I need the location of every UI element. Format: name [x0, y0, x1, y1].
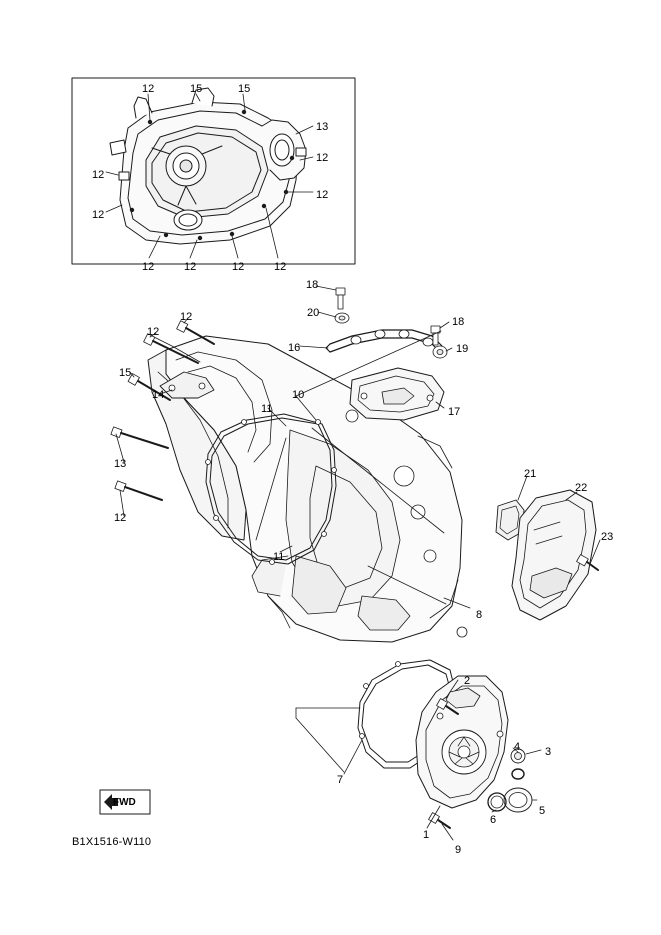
- callout-inset-12d: 12: [316, 189, 329, 201]
- callout-10: 10: [292, 389, 305, 401]
- callout-inset-13: 13: [316, 121, 329, 133]
- callout-17: 17: [448, 406, 461, 418]
- callout-12-left-upper: 12: [147, 326, 160, 338]
- callout-18-right: 18: [452, 316, 465, 328]
- callout-21: 21: [524, 468, 537, 480]
- callout-inset-12c: 12: [92, 169, 105, 181]
- bolt-18-upper: [336, 288, 345, 309]
- oring-4: [512, 769, 524, 779]
- callout-5: 5: [539, 805, 546, 817]
- callout-inset-12e: 12: [92, 209, 105, 221]
- callout-inset-12i: 12: [274, 261, 287, 273]
- fwd-label: FWD: [113, 797, 136, 808]
- callout-16: 16: [288, 342, 301, 354]
- callout-inset-12g: 12: [184, 261, 197, 273]
- callout-22: 22: [575, 482, 588, 494]
- callout-15-left: 15: [119, 367, 132, 379]
- callout-inset-15b: 15: [238, 83, 251, 95]
- callout-3: 3: [545, 746, 552, 758]
- callout-inset-12h: 12: [232, 261, 245, 273]
- cover-22: [512, 490, 596, 620]
- callout-12-left-top: 12: [180, 311, 193, 323]
- callout-6: 6: [490, 814, 497, 826]
- callout-11-upper: 11: [261, 403, 273, 415]
- callout-inset-12f: 12: [142, 261, 155, 273]
- callout-2: 2: [464, 675, 471, 687]
- part-code-label: B1X1516-W110: [72, 836, 152, 848]
- callout-inset-12a: 12: [142, 83, 155, 95]
- callout-19: 19: [456, 343, 469, 355]
- oil-delivery-pipe-16: [326, 330, 442, 352]
- callout-18-upper: 18: [306, 279, 319, 291]
- callout-12-left-lower: 12: [114, 512, 127, 524]
- callout-11-lower: 11: [273, 551, 285, 563]
- washer-19: [433, 346, 447, 358]
- oring-6: [488, 793, 506, 811]
- oil-pipe-bracket-17: [350, 368, 444, 420]
- callout-8: 8: [476, 609, 483, 621]
- callout-9: 9: [455, 844, 462, 856]
- callout-inset-12b: 12: [316, 152, 329, 164]
- crankcase-cover-1: [416, 676, 508, 808]
- cap-5: [504, 788, 532, 812]
- callout-1: 1: [423, 829, 430, 841]
- callout-7: 7: [337, 774, 344, 786]
- callout-4: 4: [514, 741, 521, 753]
- callout-inset-15a: 15: [190, 83, 203, 95]
- washer-20: [335, 313, 349, 323]
- callout-14: 14: [152, 389, 165, 401]
- callout-23: 23: [601, 531, 614, 543]
- callout-20: 20: [307, 307, 320, 319]
- callout-13-left: 13: [114, 458, 127, 470]
